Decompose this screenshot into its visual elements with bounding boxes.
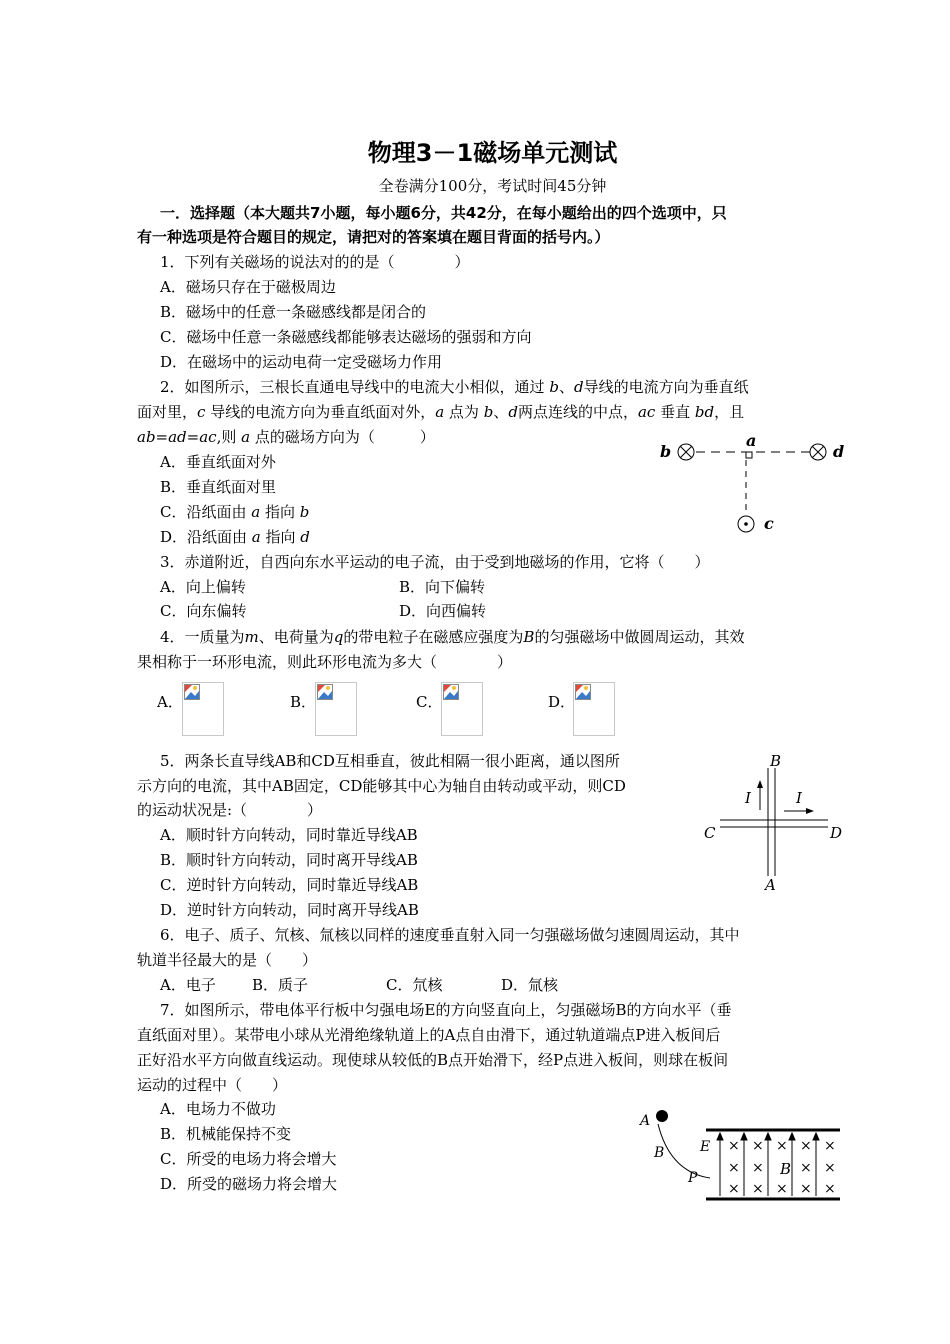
q7-stem-line1: 7．如图所示，带电体平行板中匀强电场E的方向竖直向上，匀强磁场B的方向水平（垂 — [160, 1001, 732, 1019]
fig-label-C: C — [704, 824, 716, 842]
q2-text: 面对里， — [137, 403, 198, 421]
q4-option-a-image — [182, 682, 224, 736]
fig-label-B-point: B — [654, 1145, 665, 1161]
broken-image-icon — [575, 684, 591, 700]
q2-option-c — [160, 502, 309, 522]
cross-mark: × — [824, 1160, 836, 1176]
q6-option-d: D．氚核 — [501, 976, 559, 994]
q5-stem-line1: 5．两条长直导线AB和CD互相垂直，彼此相隔一很小距离，通以图所 — [160, 752, 620, 770]
section-heading-line1: 一．选择题（本大题共7小题，每小题6分，共42分，在每小题给出的四个选项中，只 — [160, 204, 727, 222]
q2-text: 指向 — [260, 503, 300, 521]
charged-ball-icon — [656, 1110, 668, 1122]
q2-text: C．沿纸面由 — [160, 503, 252, 521]
q2-var: d — [508, 403, 518, 421]
q2-text: 垂直 — [655, 403, 695, 421]
q2-stem-line2 — [137, 402, 744, 422]
q2-var: b — [483, 403, 494, 421]
fig-label-c: c — [764, 514, 774, 533]
q2-text: 两点连线的中点， — [517, 403, 638, 421]
cross-mark: × — [800, 1181, 812, 1197]
q2-var: c — [197, 403, 206, 421]
q2-var: a — [251, 528, 261, 546]
cross-mark: × — [728, 1138, 740, 1154]
broken-image-icon — [184, 684, 200, 700]
q4-var: m — [244, 628, 259, 646]
cross-mark: × — [800, 1138, 812, 1154]
q2-var: a — [251, 503, 261, 521]
q3-stem: 3．赤道附近，自西向东水平运动的电子流，由于受到地磁场的作用，它将（ ） — [160, 553, 710, 571]
q3-option-c: C．向东偏转 — [160, 602, 247, 620]
q5-crossed-wires-diagram — [700, 748, 850, 894]
q5-option-b: B．顺时针方向转动，同时离开导线AB — [160, 851, 418, 869]
q3-option-b: B．向下偏转 — [399, 578, 486, 596]
q2-var: b — [549, 378, 559, 396]
fig-label-b: b — [660, 442, 672, 461]
q2-text: 点的磁场方向为（ ） — [250, 428, 435, 446]
q2-text: D．沿纸面由 — [160, 528, 252, 546]
page-title: 物理3－1磁场单元测试 — [367, 139, 618, 167]
q1-option-d: D．在磁场中的运动电荷一定受磁场力作用 — [160, 353, 443, 371]
q4-text: 的匀强磁场中做圆周运动，其效 — [534, 628, 745, 646]
broken-image-icon — [317, 684, 333, 700]
q2-text: 、 — [493, 403, 509, 421]
page-subtitle: 全卷满分100分，考试时间45分钟 — [378, 177, 607, 195]
q1-stem: 1．下列有关磁场的说法对的的是（ ） — [160, 253, 470, 271]
q3-option-d: D．向西偏转 — [399, 602, 487, 620]
fig-label-I1: I — [745, 789, 751, 807]
fig-label-A: A — [640, 1113, 651, 1129]
fig-label-A: A — [765, 876, 776, 894]
right-angle-mark — [746, 452, 752, 458]
q2-wire-diagram — [650, 430, 850, 542]
q7-option-d: D．所受的磁场力将会增大 — [160, 1175, 338, 1193]
q2-var: b — [299, 503, 310, 521]
fig-label-E: E — [700, 1139, 711, 1155]
fig-label-d: d — [833, 442, 845, 461]
q2-option-b: B．垂直纸面对里 — [160, 478, 277, 496]
cross-mark: × — [752, 1138, 764, 1154]
q2-var: a — [435, 403, 445, 421]
q7-stem-line4: 运动的过程中（ ） — [137, 1076, 288, 1094]
q7-stem-line2: 直纸面对里）。某带电小球从光滑绝缘轨道上的A点自由滑下，通过轨道端点P进入板间后 — [137, 1026, 721, 1044]
q2-var: a — [241, 428, 251, 446]
q5-option-d: D．逆时针方向转动，同时离开导线AB — [160, 901, 419, 919]
q4-option-b-label: B． — [290, 693, 317, 711]
q5-stem-line2: 示方向的电流，其中AB固定，CD能够其中心为轴自由转动或平动，则CD — [137, 777, 626, 795]
q4-stem-line2: 果相称于一环形电流，则此环形电流为多大（ ） — [137, 653, 513, 671]
q2-option-a: A．垂直纸面对外 — [160, 453, 276, 471]
q6-option-b: B．质子 — [252, 976, 309, 994]
q4-option-a-label: A． — [157, 693, 183, 711]
q4-option-d-image — [573, 682, 615, 736]
q4-option-c-label: C． — [416, 693, 443, 711]
fig-label-a: a — [746, 431, 757, 450]
q6-stem-line1: 6．电子、质子、氘核、氚核以同样的速度垂直射入同一匀强磁场做匀速圆周运动，其中 — [160, 926, 740, 944]
q4-text: 、电荷量为 — [258, 628, 334, 646]
q2-stem-line3 — [137, 427, 435, 447]
q7-parallel-plate-diagram — [630, 1102, 845, 1206]
q2-text: 2．如图所示，三根长直通电导线中的电流大小相似，通过 — [160, 378, 550, 396]
section-heading-line2: 有一种选项是符合题目的规定，请把对的答案填在题目背面的括号内。） — [137, 228, 610, 246]
fig-label-D: D — [830, 824, 843, 842]
cross-mark: × — [776, 1138, 788, 1154]
fig-label-P: P — [688, 1170, 698, 1186]
q2-var: bd — [694, 403, 715, 421]
fig-label-B: B — [770, 752, 782, 770]
q7-option-a: A．电场力不做功 — [160, 1100, 276, 1118]
q5-option-c: C．逆时针方向转动，同时靠近导线AB — [160, 876, 419, 894]
broken-image-icon — [443, 684, 459, 700]
q2-stem-line1 — [160, 377, 749, 397]
cross-mark: × — [752, 1181, 764, 1197]
q2-option-d — [160, 527, 310, 547]
q2-equation: ab=ad=ac — [137, 428, 217, 446]
cross-mark: × — [824, 1181, 836, 1197]
q5-option-a: A．顺时针方向转动，同时靠近导线AB — [160, 826, 418, 844]
q4-text: 4．一质量为 — [160, 628, 245, 646]
q2-text: 导线的电流方向为垂直纸 — [583, 378, 749, 396]
q1-option-a: A．磁场只存在于磁极周边 — [160, 278, 336, 296]
fig-label-I2: I — [796, 789, 802, 807]
cross-mark: × — [776, 1181, 788, 1197]
q4-var: B — [523, 628, 535, 646]
cross-mark: × — [824, 1138, 836, 1154]
q7-option-b: B．机械能保持不变 — [160, 1125, 292, 1143]
q4-option-c-image — [441, 682, 483, 736]
q4-text: 的带电粒子在磁感应强度为 — [343, 628, 524, 646]
q6-stem-line2: 轨道半径最大的是（ ） — [137, 951, 318, 969]
cross-mark: × — [800, 1160, 812, 1176]
q4-option-b-image — [315, 682, 357, 736]
q4-option-d-label: D． — [548, 693, 576, 711]
q3-option-a: A．向上偏转 — [160, 578, 246, 596]
q7-stem-line3: 正好沿水平方向做直线运动。现使球从较低的B点开始滑下，经P点进入板间，则球在板间 — [137, 1051, 729, 1069]
q2-text: ,则 — [216, 428, 242, 446]
cross-mark: × — [752, 1160, 764, 1176]
q2-text: 指向 — [260, 528, 301, 546]
q2-var: d — [300, 528, 310, 546]
q2-text: ，且 — [714, 403, 745, 421]
fig-label-B-field: B — [780, 1160, 792, 1178]
q2-text: 点为 — [444, 403, 484, 421]
q1-option-c: C．磁场中任意一条磁感线都能够表达磁场的强弱和方向 — [160, 328, 532, 346]
q4-stem-line1 — [160, 627, 744, 647]
q1-option-b: B．磁场中的任意一条磁感线都是闭合的 — [160, 303, 427, 321]
q6-option-a: A．电子 — [160, 976, 216, 994]
cross-mark: × — [728, 1160, 740, 1176]
q2-text: 、 — [558, 378, 574, 396]
cross-mark: × — [728, 1181, 740, 1197]
q2-var: d — [573, 378, 584, 396]
q7-option-c: C．所受的电场力将会增大 — [160, 1150, 337, 1168]
q2-text: 导线的电流方向为垂直纸面对外， — [205, 403, 436, 421]
q4-var: q — [333, 628, 344, 646]
q5-stem-line3: 的运动状况是:（ ） — [137, 801, 323, 819]
q2-var: ac — [637, 403, 656, 421]
q6-option-c: C．氘核 — [386, 976, 443, 994]
